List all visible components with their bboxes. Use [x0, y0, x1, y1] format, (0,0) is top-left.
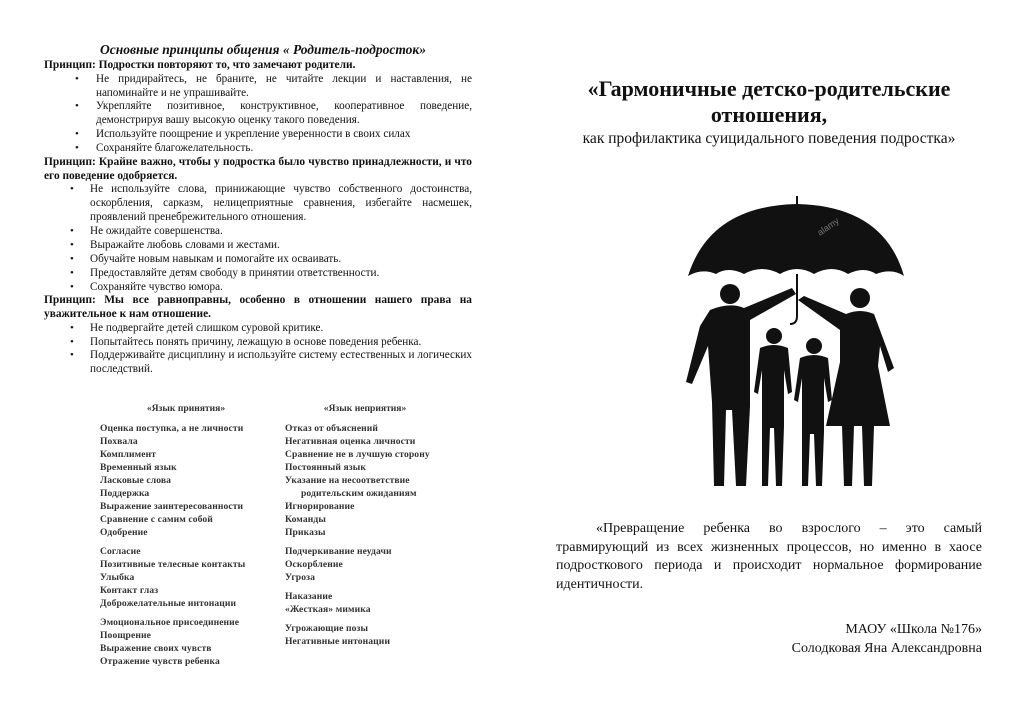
table-row: Постоянный язык	[285, 462, 366, 473]
watermark: alamy	[815, 215, 841, 238]
reject-header: «Язык неприятия»	[323, 403, 407, 414]
list-item: • Не используйте слова, принижающие чувство собственного достоинства, оскорбления, сарказм, нелицеприятные сравнения, избегайте насмешек, проявлений пренебрежительного отношения.	[44, 183, 472, 225]
table-row: Угрожающие позы	[285, 623, 369, 634]
umbrella-icon	[688, 204, 904, 276]
author-name: Солодковая Яна Александровна	[791, 640, 982, 656]
list-item: • Поддерживайте дисциплину и используйте систему естественных и логических последствий.	[44, 349, 472, 377]
principle-2-list	[44, 183, 472, 294]
left-page	[44, 42, 472, 377]
table-row: Временный язык	[100, 462, 177, 473]
list-item: • Попытайтесь понять причину, лежащую в основе поведения ребенка.	[44, 336, 472, 350]
table-row: Подчеркивание неудачи	[285, 546, 392, 557]
table-row: Негативные интонации	[285, 636, 391, 647]
table-row: Отказ от объяснений	[285, 423, 379, 434]
table-row: Доброжелательные интонации	[100, 598, 237, 609]
list-item: • Выражайте любовь словами и жестами.	[44, 239, 472, 253]
list-item: • Используйте поощрение и укрепление уверенности в своих силах	[44, 128, 472, 142]
table-row: Выражение заинтересованности	[100, 501, 244, 512]
principle-1-list	[44, 73, 472, 156]
table-row: Поддержка	[100, 488, 150, 499]
table-row: Выражение своих чувств	[100, 643, 212, 654]
table-row: Оскорбление	[285, 559, 343, 570]
table-row: Эмоциональное присоединение	[100, 617, 240, 628]
list-item: • Не подвергайте детей слишком суровой критике.	[44, 322, 472, 336]
table-row: Негативная оценка личности	[285, 436, 416, 447]
table-row: Похвала	[100, 436, 138, 447]
table-row: Позитивные телесные контакты	[100, 559, 246, 570]
page-subtitle: как профилактика суицидального поведения подростка»	[582, 130, 956, 147]
table-row: Сравнение с самим собой	[100, 514, 213, 525]
table-row: Сравнение не в лучшую сторону	[285, 449, 430, 460]
list-item: • Не ожидайте совершенства.	[44, 225, 472, 239]
signature-block	[792, 621, 982, 658]
reject-column	[285, 402, 460, 648]
table-row: Согласие	[100, 546, 141, 557]
table-row: родительским ожиданиям	[301, 488, 417, 499]
principle-3-list	[44, 322, 472, 378]
table-row: Улыбка	[100, 572, 135, 583]
table-row: «Жесткая» мимика	[285, 604, 371, 615]
quote-text: «Превращение ребенка во взрослого – это самый травмирующий из всех жизненных процессов, но именно в хаосе подросткового периода и происходит нормальное формирование идентичности.	[556, 521, 982, 592]
principle-3-title: Принцип: Мы все равноправны, особенно в отношении нашего права на уважительное к нам отношение.	[44, 294, 472, 321]
list-item: • Обучайте новым навыкам и помогайте их осваивать.	[44, 253, 472, 267]
principle-2-title: Принцип: Крайне важно, чтобы у подростка было чувство принадлежности, и что его поведение одобряется.	[44, 156, 472, 182]
list-item: • Укрепляйте позитивное, конструктивное, кооперативное поведение, демонстрируя вашу высокую оценку такого поведения.	[44, 100, 472, 128]
page-heading: Основные принципы общения « Родитель-подросток»	[100, 42, 426, 57]
table-row: Оценка поступка, а не личности	[100, 423, 244, 434]
table-row: Приказы	[285, 527, 326, 538]
table-row: Игнорирование	[285, 501, 355, 512]
table-row: Указание на несоответствие	[285, 475, 410, 486]
table-row: Комплимент	[100, 449, 157, 460]
family-umbrella-illustration	[680, 196, 910, 496]
table-row: Угроза	[285, 572, 315, 583]
list-item: • Не придирайтесь, не браните, не читайте лекции и наставления, не напоминайте и не упрашивайте.	[44, 73, 472, 101]
table-row: Ласковые слова	[100, 475, 172, 486]
list-item: • Предоставляйте детям свободу в принятии ответственности.	[44, 267, 472, 281]
table-row: Поощрение	[100, 630, 151, 641]
accept-column	[100, 402, 275, 668]
principle-1-title: Принцип: Подростки повторяют то, что замечают родители.	[44, 59, 356, 71]
table-row: Команды	[285, 514, 326, 525]
table-row: Одобрение	[100, 527, 148, 538]
table-row: Контакт глаз	[100, 585, 159, 596]
table-row: Отражение чувств ребенка	[100, 656, 220, 667]
organization: МАОУ «Школа №176»	[845, 622, 982, 637]
list-item: • Сохраняйте чувство юмора.	[44, 281, 472, 295]
accept-header: «Язык принятия»	[146, 403, 226, 414]
list-item: • Сохраняйте благожелательность.	[44, 142, 472, 156]
page-title: «Гармоничные детско-родительские отношения,	[587, 76, 951, 127]
table-row: Наказание	[285, 591, 333, 602]
